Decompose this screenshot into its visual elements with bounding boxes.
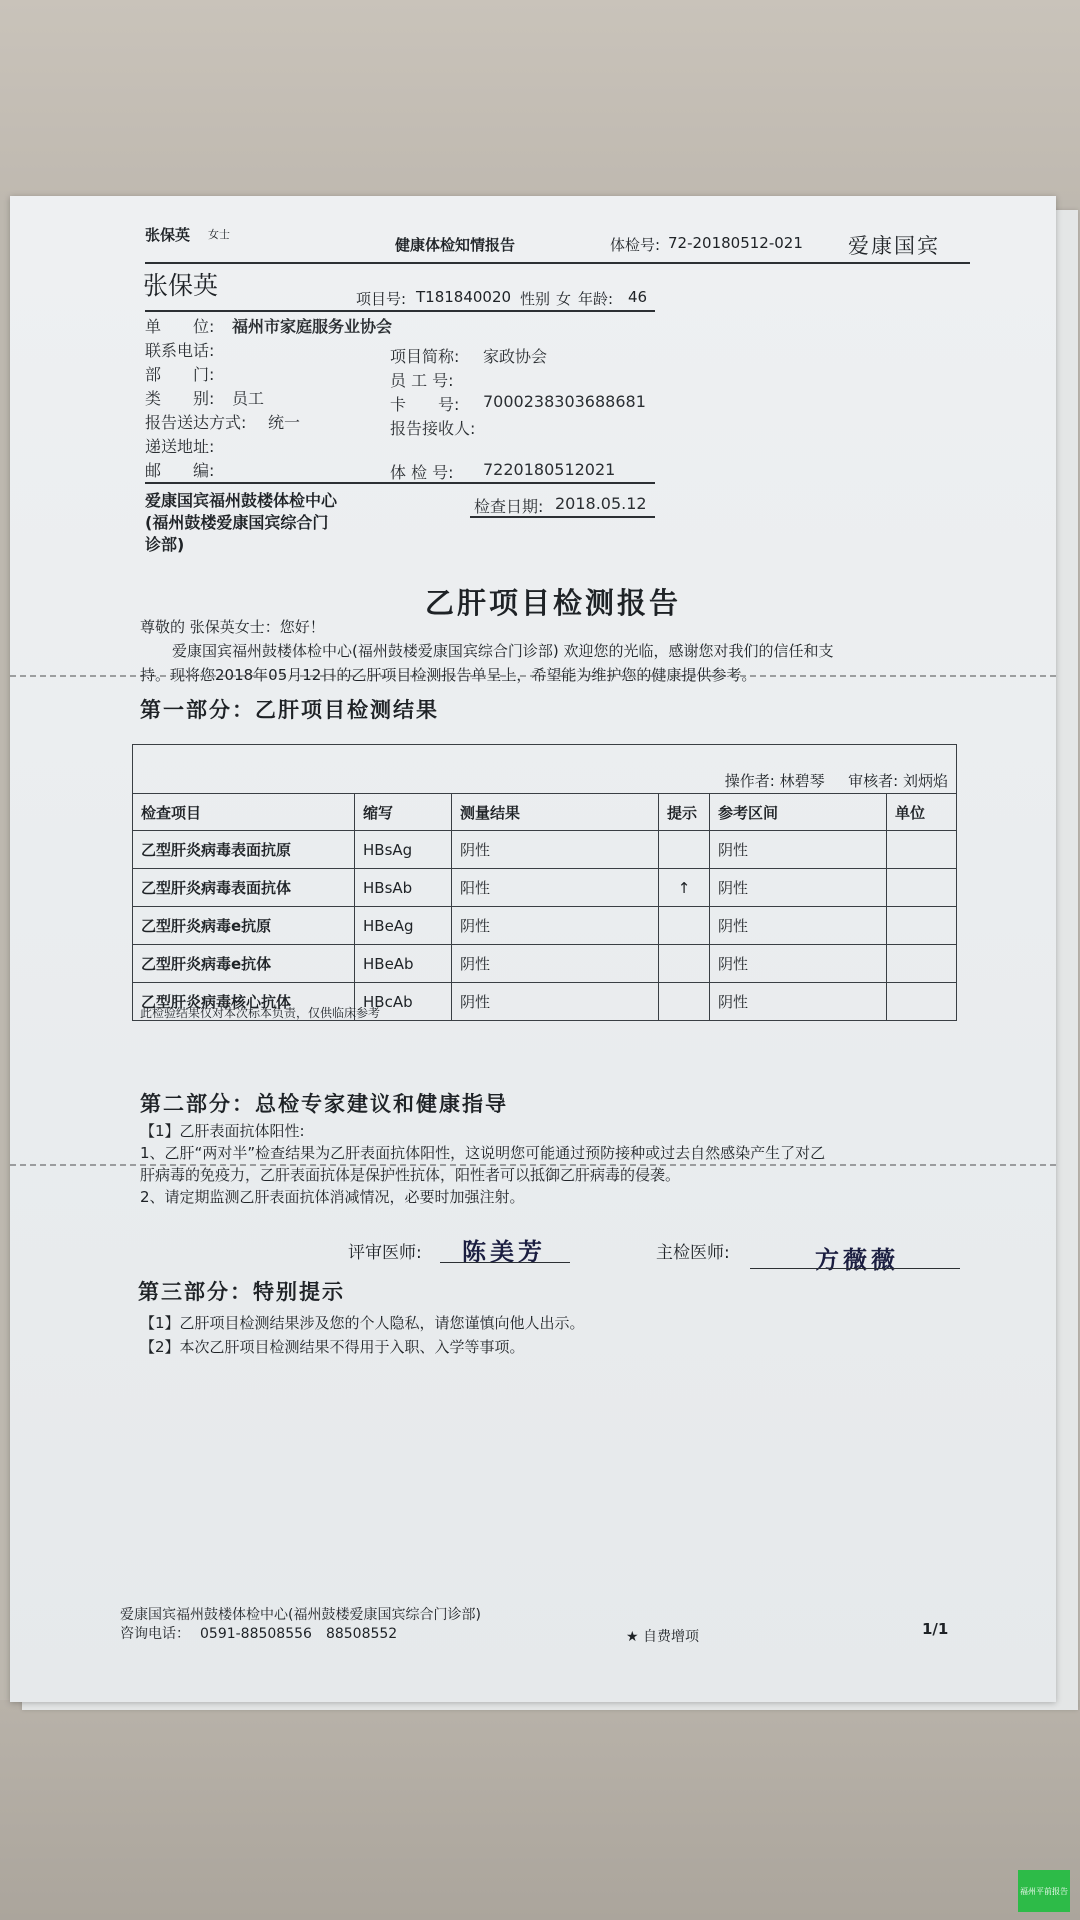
row-item: 乙型肝炎病毒核心抗体	[133, 983, 355, 1021]
row-item: 乙型肝炎病毒e抗体	[133, 945, 355, 983]
part3-tip2: 【2】本次乙肝项目检测结果不得用于入职、入学等事项。	[140, 1338, 525, 1356]
part2-line3: 2、请定期监测乙肝表面抗体消减情况，必要时加强注射。	[140, 1188, 525, 1206]
watermark-badge: 福州平前报告	[1018, 1870, 1070, 1912]
row-flag	[659, 907, 710, 945]
report-title: 乙肝项目检测报告	[425, 586, 682, 620]
fold-line-2	[10, 1164, 1056, 1166]
col-abbr: 缩写	[355, 794, 452, 831]
row-result: 阴性	[452, 831, 659, 869]
part2-line1: 1、乙肝“两对半”检查结果为乙肝表面抗体阳性，这说明您可能通过预防接种或过去自然感染产生了对乙	[140, 1144, 826, 1162]
date-rule	[470, 516, 655, 518]
footer-phone-label: 咨询电话：	[120, 1626, 190, 1642]
row-ref: 阴性	[710, 869, 887, 907]
fold-line-1	[10, 675, 1056, 677]
background-top	[0, 0, 1080, 200]
employee-no-label: 员 工 号:	[390, 371, 454, 390]
intro-line1: 爱康国宾福州鼓楼体检中心(福州鼓楼爱康国宾综合门诊部) 欢迎您的光临，感谢您对我们的信任和支	[172, 642, 834, 660]
row-unit	[887, 869, 957, 907]
postcode-label: 邮 编:	[145, 461, 215, 480]
part1-heading: 第一部分：乙肝项目检测结果	[140, 698, 439, 722]
part2-line2: 肝病毒的免疫力，乙肝表面抗体是保护性抗体，阳性者可以抵御乙肝病毒的侵袭。	[140, 1166, 681, 1184]
row-flag	[659, 983, 710, 1021]
header-exam-no: 72-20180512-021	[668, 234, 803, 252]
operator-value: 林碧琴	[779, 771, 825, 790]
card-value: 7000238303688681	[483, 392, 646, 411]
center-line1: 爱康国宾福州鼓楼体检中心	[145, 491, 338, 510]
greeting: 尊敬的 张保英女士：您好！	[140, 618, 325, 636]
chief-sign-line	[750, 1268, 960, 1269]
chief-doctor-label: 主检医师:	[656, 1243, 730, 1263]
footer-self-pay: ★ 自费增项	[626, 1629, 700, 1645]
info-rule	[145, 482, 655, 484]
disclaimer: 此检验结果仅对本次标本负责，仅供临床参考	[140, 1006, 381, 1020]
row-flag	[659, 831, 710, 869]
row-result: 阴性	[452, 907, 659, 945]
row-abbr: HBsAb	[355, 869, 452, 907]
table-row	[133, 945, 957, 983]
gender-label: 性别	[520, 290, 551, 308]
phone-label: 联系电话:	[145, 341, 215, 360]
exam-date-value: 2018.05.12	[555, 494, 647, 513]
row-result: 阴性	[452, 983, 659, 1021]
project-short-label: 项目简称:	[390, 347, 460, 366]
row-abbr: HBeAg	[355, 907, 452, 945]
header-rule	[145, 262, 970, 264]
reviewer-value: 刘炳焰	[902, 771, 948, 790]
part3-tip1: 【1】乙肝项目检测结果涉及您的个人隐私，请您谨慎向他人出示。	[140, 1314, 585, 1332]
operator-label: 操作者:	[724, 771, 775, 790]
header-exam-no-label: 体检号:	[610, 236, 661, 254]
unit-value: 福州市家庭服务业协会	[232, 317, 393, 336]
row-unit	[887, 945, 957, 983]
exam-date-label: 检查日期:	[474, 497, 544, 516]
category-value: 员工	[232, 389, 265, 408]
row-unit	[887, 983, 957, 1021]
delivery-value: 统一	[268, 413, 301, 432]
footer-page-number: 1/1	[922, 1620, 949, 1638]
chief-doctor-signature: 方薇薇	[815, 1245, 899, 1274]
project-no: T181840020	[416, 288, 512, 306]
project-no-label: 项目号:	[356, 290, 407, 308]
report-paper	[10, 196, 1056, 1702]
row-ref: 阴性	[710, 983, 887, 1021]
table-spacer-cell	[133, 745, 957, 768]
row-item: 乙型肝炎病毒表面抗体	[133, 869, 355, 907]
row-flag	[659, 945, 710, 983]
row-result: 阳性	[452, 869, 659, 907]
footer-phone: 0591-88508556 88508552	[200, 1626, 398, 1642]
reviewer-doctor-label: 评审医师:	[348, 1243, 422, 1263]
reviewer-sign-line	[440, 1262, 570, 1263]
delivery-label: 报告送达方式:	[145, 413, 247, 432]
row-flag: ↑	[659, 869, 710, 907]
center-line3: 诊部)	[145, 535, 185, 554]
results-table	[132, 744, 957, 1021]
row-result: 阴性	[452, 945, 659, 983]
header-patient-name: 张保英	[145, 226, 191, 244]
background-bottom	[0, 1700, 1080, 1920]
row-item: 乙型肝炎病毒表面抗原	[133, 831, 355, 869]
operator-cell	[133, 767, 957, 794]
row-abbr: HBcAb	[355, 983, 452, 1021]
header-report-title: 健康体检知情报告	[395, 236, 516, 254]
table-row	[133, 869, 957, 907]
row-ref: 阴性	[710, 907, 887, 945]
receiver-label: 报告接收人:	[390, 419, 476, 438]
name-rule	[145, 310, 655, 312]
table-row	[133, 831, 957, 869]
reviewer-label: 审核者:	[848, 771, 899, 790]
project-short-value: 家政协会	[483, 347, 548, 366]
card-label: 卡 号:	[390, 395, 460, 414]
intro-line2: 持。现将您2018年05月12日的乙肝项目检测报告单呈上，希望能为维护您的健康提供参考。	[140, 666, 757, 684]
table-row	[133, 907, 957, 945]
part3-heading: 第三部分：特别提示	[138, 1280, 345, 1304]
center-line2: (福州鼓楼爱康国宾综合门	[145, 513, 329, 532]
part2-heading: 第二部分：总检专家建议和健康指导	[140, 1092, 508, 1116]
category-label: 类 别:	[145, 389, 215, 408]
col-flag: 提示	[659, 794, 710, 831]
table-header-row	[133, 794, 957, 831]
dept-label: 部 门:	[145, 365, 215, 384]
row-ref: 阴性	[710, 831, 887, 869]
row-abbr: HBeAb	[355, 945, 452, 983]
exam-no2-value: 7220180512021	[483, 460, 616, 479]
exam-no2-label: 体 检 号:	[390, 463, 454, 482]
col-item: 检查项目	[133, 794, 355, 831]
unit-label: 单 位:	[145, 317, 215, 336]
header-gender: 女士	[208, 228, 230, 241]
reviewer-doctor-signature: 陈美芳	[462, 1237, 546, 1266]
patient-big-name: 张保英	[143, 271, 219, 300]
col-result: 测量结果	[452, 794, 659, 831]
brand-logo: 爱康国宾	[848, 234, 940, 258]
footer-center: 爱康国宾福州鼓楼体检中心(福州鼓楼爱康国宾综合门诊部)	[120, 1607, 481, 1623]
col-ref: 参考区间	[710, 794, 887, 831]
gender-value: 女	[556, 290, 572, 308]
address-label: 递送地址:	[145, 437, 215, 456]
row-unit	[887, 831, 957, 869]
age-value: 46	[628, 288, 648, 306]
table-operator-row	[133, 767, 957, 794]
row-unit	[887, 907, 957, 945]
row-item: 乙型肝炎病毒e抗原	[133, 907, 355, 945]
table-spacer-row	[133, 745, 957, 768]
col-unit: 单位	[887, 794, 957, 831]
row-ref: 阴性	[710, 945, 887, 983]
part2-item-title: 【1】乙肝表面抗体阳性:	[140, 1122, 305, 1140]
age-label: 年龄:	[578, 290, 614, 308]
row-abbr: HBsAg	[355, 831, 452, 869]
